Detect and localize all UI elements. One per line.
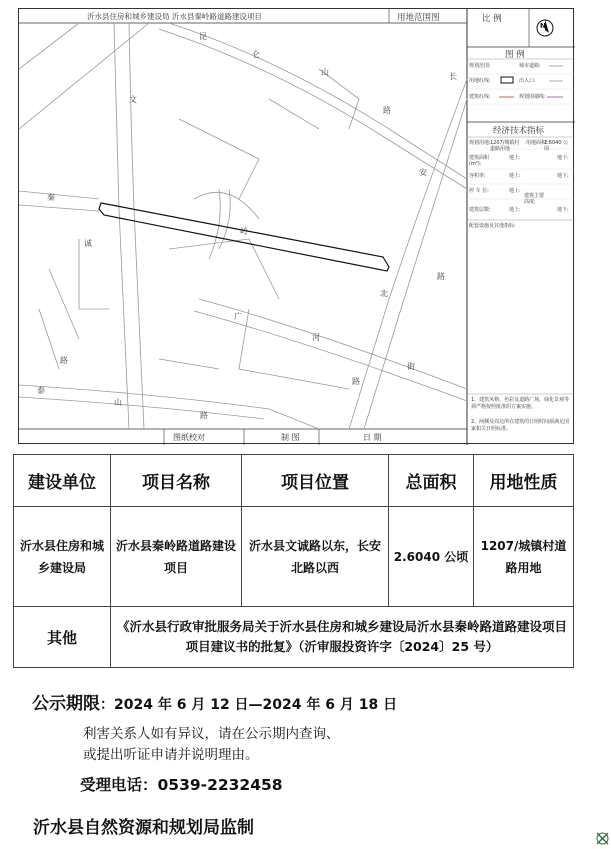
indicator-label: 地下: — [557, 155, 569, 161]
notice-period — [32, 689, 397, 714]
indicators-title: 经济技术指标 — [493, 126, 545, 136]
cell-project-location: 沂水县文诚路以东，长安北路以西 — [242, 507, 389, 607]
map-label: 秦 — [47, 193, 55, 202]
notice-period-value: ：2024 年 6 月 12 日—2024 年 6 月 18 日 — [100, 697, 398, 713]
notice-phone: 受理电话：0539-2232458 — [80, 776, 283, 794]
indicator-label: 建筑层数: — [469, 207, 491, 213]
other-approval-text: 《沂水县行政审批服务局关于沂水县住房和城乡建设局沂水县秦岭路道路建设项目项目建议书的批复》（沂审服投资许字〔2024〕25 号） — [111, 607, 574, 668]
table-row-other — [14, 607, 574, 668]
project-info-table — [13, 454, 574, 668]
legend-label: 出入口: — [519, 78, 536, 84]
map-label: 路 — [60, 356, 68, 365]
indicator-value: 1207/城镇村道路用地 — [490, 140, 520, 152]
footnote: 1、建筑风格、色彩及道路广场、绿化景观等须严格按照批准的方案实施。 — [471, 397, 570, 410]
header-project-location: 项目位置 — [242, 455, 389, 507]
map-label: 诚 — [84, 239, 92, 248]
table-row — [14, 507, 574, 607]
footer-proofread: 图纸校对 — [173, 433, 205, 442]
map-label: 路 — [352, 377, 360, 386]
legend-label: 城市道路: — [519, 63, 541, 69]
indicator-label: 规划用地: — [469, 140, 491, 146]
legend-label: 用地红线: — [469, 78, 491, 84]
cell-project-name: 沂水县秦岭路道路建设项目 — [111, 507, 242, 607]
indicator-label: 停 车 位: — [469, 188, 489, 194]
indicator-label: 配套设施及其他指标: — [469, 223, 516, 229]
indicator-label: 地上: — [509, 188, 521, 194]
indicator-label: 建筑面积(m²): — [469, 155, 490, 167]
indicator-label: 地上: — [509, 207, 521, 213]
project-boundary — [99, 203, 389, 271]
drawing-header-project: 沂水县住房和城乡建设局 沂水县秦岭路道路建设项目 — [87, 12, 262, 21]
header-total-area: 总面积 — [389, 455, 474, 507]
map-label: 路 — [437, 272, 445, 281]
legend-title: 图 例 — [505, 50, 525, 60]
notice-supervisor: 沂水县自然资源和规划局监制 — [33, 818, 254, 838]
map-label: 河 — [312, 333, 320, 342]
indicator-label: 地下: — [557, 207, 569, 213]
indicator-label: 容积率: — [469, 173, 486, 179]
indicator-label: 地下: — [557, 173, 569, 179]
header-land-use: 用地性质 — [474, 455, 574, 507]
corner-mark-icon — [596, 830, 609, 843]
north-letter: N — [540, 22, 546, 30]
header-project-name: 项目名称 — [111, 455, 242, 507]
map-label: 文 — [129, 95, 137, 104]
cell-land-use: 1207/城镇村道路用地 — [474, 507, 574, 607]
map-label: 泰 — [37, 386, 45, 395]
cell-construction-unit: 沂水县住房和城乡建设局 — [14, 507, 111, 607]
map-label: 山 — [321, 68, 329, 77]
table-header-row — [14, 455, 574, 507]
header-construction-unit: 建设单位 — [14, 455, 111, 507]
notice-period-label: 公示期限 — [32, 694, 100, 714]
indicator-label: 用地面积: — [526, 140, 548, 146]
indicator-label: 地上: — [509, 173, 521, 179]
map-label: 街 — [407, 362, 415, 371]
legend-label: 规划围墙线: — [519, 94, 546, 100]
map-label: 仑 — [252, 50, 260, 59]
indicator-label: 建筑主要高度: — [524, 193, 545, 205]
notice-line-1: 利害关系人如有异议，请在公示期内查询、 — [83, 726, 340, 742]
map-label: 长 — [449, 72, 457, 81]
scale-label: 比 例 — [482, 14, 502, 24]
drawing-title: 用地范围图 — [397, 13, 440, 23]
other-label: 其他 — [14, 607, 111, 668]
legend-label: 建筑红线: — [469, 94, 491, 100]
map-label: 北 — [380, 289, 388, 298]
legend-label: 规划范围: — [469, 63, 491, 69]
footnote: 2、两侧及周边所在建筑的日照时间须满足国家相关日照标准。 — [471, 419, 570, 432]
map-label: 山 — [114, 398, 122, 407]
map-label: 安 — [419, 168, 427, 177]
map-label: 昆 — [199, 32, 207, 41]
map-label: 岭 — [240, 227, 248, 236]
indicator-value: 2.6040 公顷 — [544, 140, 569, 152]
map-label: 路 — [383, 106, 391, 115]
notice-line-2: 或提出听证申请并说明理由。 — [83, 747, 259, 763]
map-label: 路 — [200, 411, 208, 420]
indicator-label: 地上: — [509, 155, 521, 161]
site-plan-drawing — [18, 8, 574, 444]
footer-drawn: 制 图 — [281, 433, 300, 442]
footer-date: 日 期 — [363, 433, 382, 442]
cell-total-area: 2.6040 公顷 — [389, 507, 474, 607]
map-label: 广 — [234, 312, 242, 321]
